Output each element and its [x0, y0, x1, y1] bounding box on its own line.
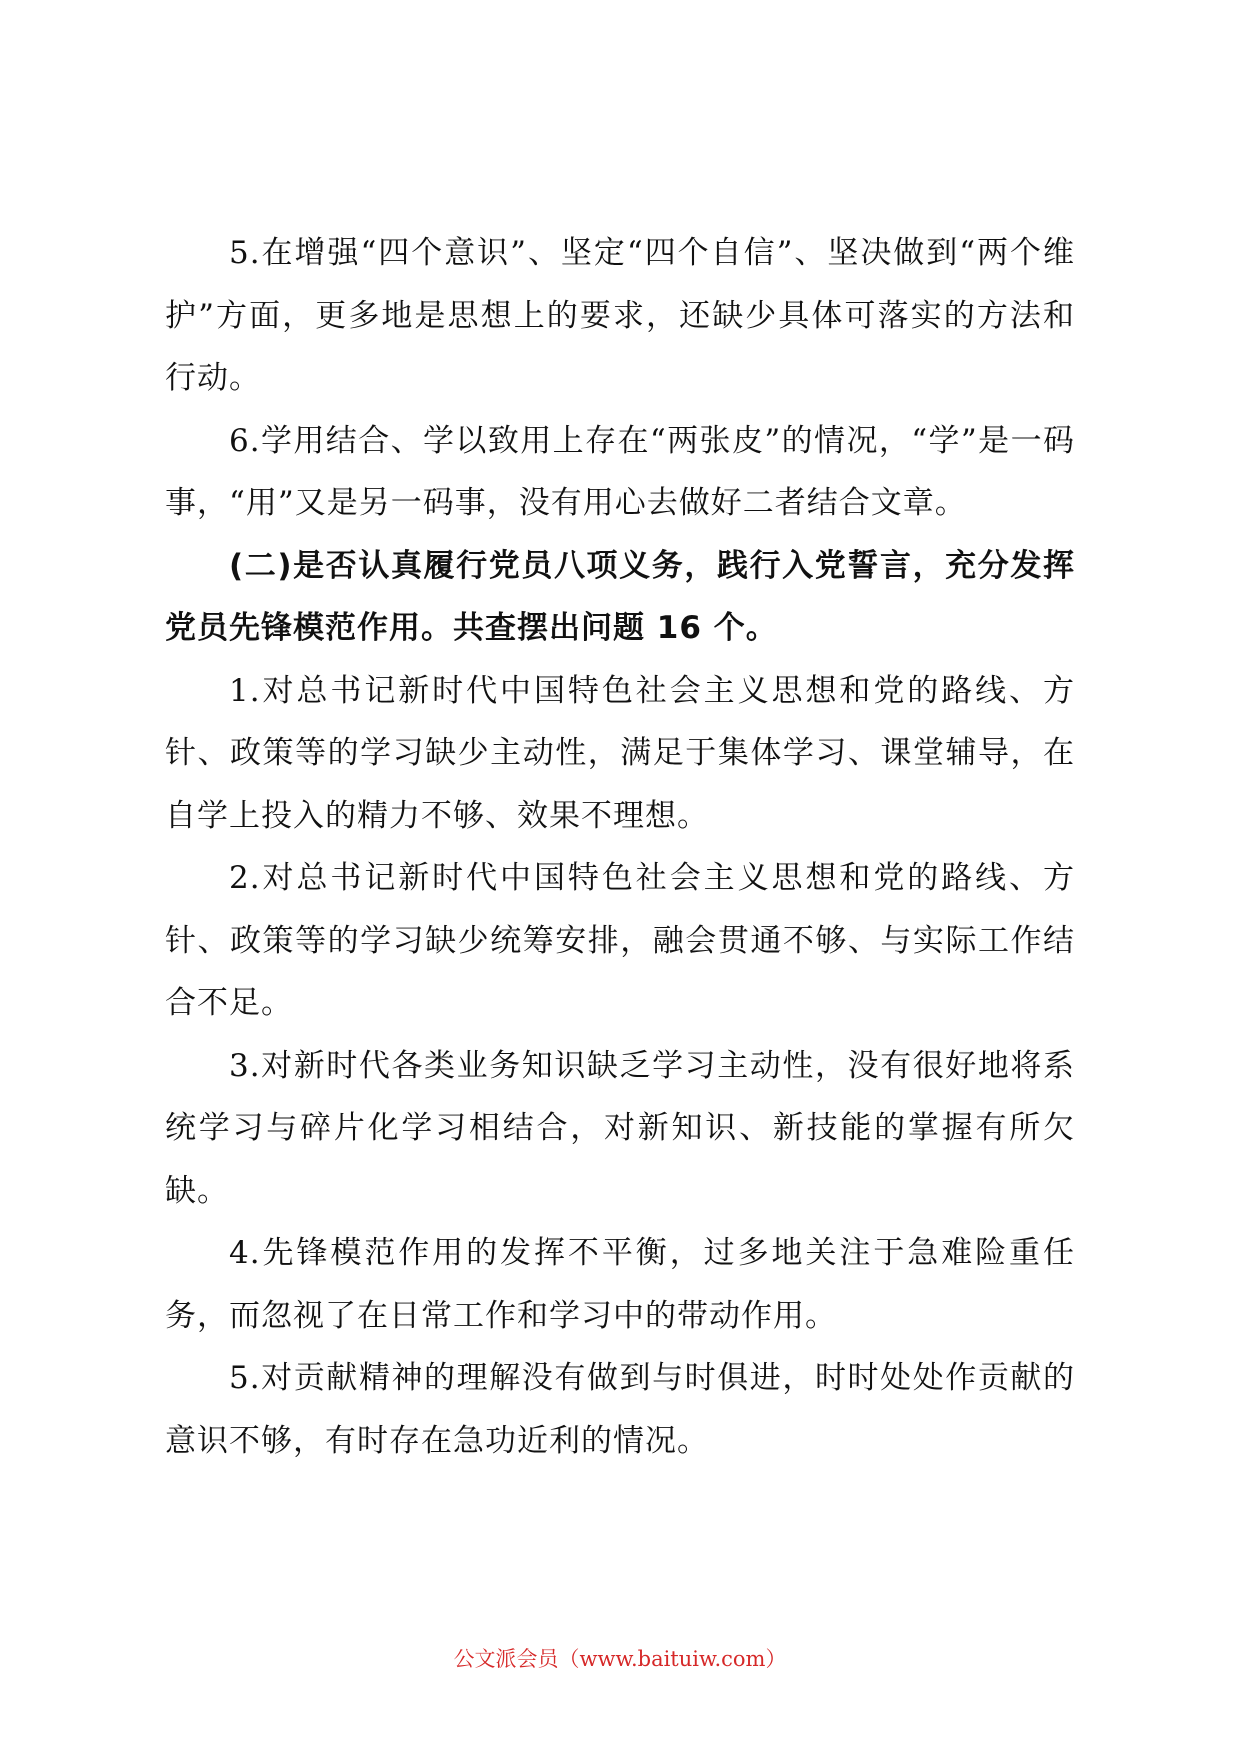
document-body [165, 222, 1075, 1472]
paragraph-item-4: 4.先锋模范作用的发挥不平衡，过多地关注于急难险重任务，而忽视了在日常工作和学习中的带动作用。 [165, 1235, 1075, 1334]
section-heading: (二)是否认真履行党员八项义务，践行入党誓言，充分发挥党员先锋模范作用。共查摆出问题 16 个。 [165, 547, 1075, 646]
paragraph-item-5b: 5.对贡献精神的理解没有做到与时俱进，时时处处作贡献的意识不够，有时存在急功近利的情况。 [165, 1360, 1075, 1459]
footer-watermark: 公文派会员（www.baituiw.com） [453, 1647, 787, 1671]
paragraph-item-6: 6.学用结合、学以致用上存在“两张皮”的情况，“学”是一码事，“用”又是另一码事，没有用心去做好二者结合文章。 [165, 422, 1075, 521]
paragraph-item-1: 1.对总书记新时代中国特色社会主义思想和党的路线、方针、政策等的学习缺少主动性，满足于集体学习、课堂辅导，在自学上投入的精力不够、效果不理想。 [165, 672, 1075, 834]
paragraph-item-2: 2.对总书记新时代中国特色社会主义思想和党的路线、方针、政策等的学习缺少统筹安排，融会贯通不够、与实际工作结合不足。 [165, 860, 1075, 1021]
paragraph-item-5: 5.在增强“四个意识”、坚定“四个自信”、坚决做到“两个维护”方面，更多地是思想上的要求，还缺少具体可落实的方法和行动。 [165, 235, 1075, 396]
paragraph-item-3: 3.对新时代各类业务知识缺乏学习主动性，没有很好地将系统学习与碎片化学习相结合，对新知识、新技能的掌握有所欠缺。 [165, 1047, 1075, 1209]
